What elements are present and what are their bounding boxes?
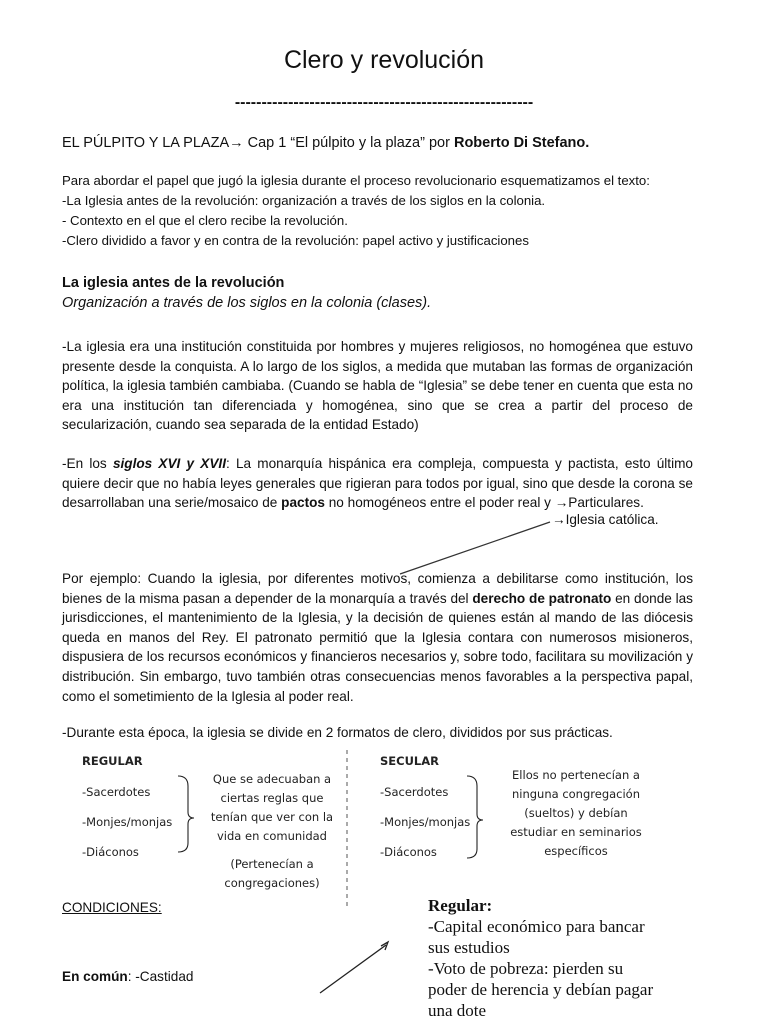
regular-note [198,855,346,893]
para2-text: no homogéneos entre el poder real y →Particulares. [324,495,644,511]
section-heading: La iglesia antes de la revolución [62,275,285,291]
arrow-line-note [400,522,550,574]
secular-desc-line: Ellos no pertenecían a [512,768,640,782]
regular-title: REGULAR [82,754,143,768]
regular-note-line: (Pertenecían a [230,857,314,871]
paragraph-3 [62,569,693,706]
secular-description [496,766,656,861]
regular-conditions-line: poder de herencia y debían pagar [428,980,654,999]
regular-item: -Sacerdotes [82,785,151,799]
secular-desc-line: específicos [544,844,608,858]
paragraph-1: -La iglesia era una institución constituida por hombres y mujeres religiosos, no homogénea que estuvo presente desde la conquista. A lo largo de los siglos, a medida que mutaban las formas de organización política, la iglesia también cambiaba. (Cuando se habla de “Iglesia” se debe tener en cuenta que esta no era una institución tan diferenciada y homogénea, sino que se crea a partir del proceso de secularización, cuando sea separada de la entidad Estado) [62,339,693,433]
secular-desc-line: (sueltos) y debían [524,806,628,820]
regular-item: -Diáconos [82,845,139,859]
regular-conditions [428,895,653,1021]
secular-desc-line: ninguna congregación [511,787,641,801]
intro-line: - Contexto en el que el clero recibe la revolución. [62,213,348,228]
regular-conditions-title: Regular: [428,896,493,915]
paragraph-4: -Durante esta época, la iglesia se divide en 2 formatos de clero, divididos por sus prácticas. [62,725,613,740]
intro-line: -La Iglesia antes de la revolución: organización a través de los siglos en la colonia. [62,193,546,208]
para2-text: -En los [62,456,113,471]
regular-conditions-line: una dote [428,1001,487,1020]
arrow-line-conditions [320,945,386,993]
regular-conditions-line: sus estudios [428,938,510,957]
secular-item: -Sacerdotes [380,785,449,799]
para2-centuries: siglos XVI y XVII [112,456,226,471]
note-iglesia-catolica: →Iglesia católica. [552,512,659,527]
regular-item: -Monjes/monjas [82,815,173,829]
conditions-label: CONDICIONES: [62,900,162,915]
regular-desc-line: ciertas reglas que [220,791,324,805]
regular-desc-line: vida en comunidad [216,829,327,843]
regular-description [198,770,346,846]
regular-desc-line: Que se adecuaban a [212,772,332,786]
regular-conditions-line: -Voto de pobreza: pierden su [428,959,624,978]
regular-conditions-line: -Capital económico para bancar [428,917,645,936]
page-title: Clero y revolución [283,46,485,74]
para2-pactos: pactos [281,495,325,511]
regular-desc-line: tenían que ver con la [210,810,334,824]
regular-note-line: congregaciones) [224,876,320,890]
para3-text: Por ejemplo: Cuando la iglesia, por diferentes motivos, comienza a debilitarse como institución, los bienes de la misma pasan a depender de la monarquía a través del [62,571,693,606]
common-value: : -Castidad [127,969,194,984]
subtitle-author: Roberto Di Stefano. [453,135,590,151]
para3-patronato: derecho de patronato [472,590,612,606]
para3-text: en donde las jurisdicciones, el mantenimiento de la Iglesia, y la decisión de quienes están al mando de las diócesis queda en manos del Rey. El patronato permitió que la Iglesia contara con numerosos misioneros, dispusiera de los recursos económicos y financieros necesarios y, sobre todo, facilitara su movilización y distribución. Sin embargo, tuvo también otras consecuencias menos favorables a la perspectiva papal, como el sometimiento de la Iglesia al poder real. [62,590,693,704]
common-conditions [62,969,193,984]
intro-line: Para abordar el papel que jugó la iglesia durante el proceso revolucionario esquematizamos el texto: [62,173,650,188]
para2-text: : La monarquía hispánica era compleja, compuesta y pactista, esto último quiere decir que no había leyes generales que rigieran para todos por igual, sino que desde la corona se desarrollaban una serie/mosaico de [62,456,693,511]
secular-item: -Monjes/monjas [380,815,471,829]
secular-title: SECULAR [380,754,439,768]
intro-line: -Clero dividido a favor y en contra de la revolución: papel activo y justificaciones [62,233,529,248]
regular-brace [178,776,194,852]
secular-item: -Diáconos [380,845,437,859]
subtitle-text: EL PÚLPITO Y LA PLAZA→ Cap 1 “El púlpito y la plaza” por [62,135,454,151]
section-subheading: Organización a través de los siglos en la colonia (clases). [62,295,432,311]
separator-line: -------------------------------------------------------- [234,94,534,111]
common-label: En común [62,969,128,984]
secular-desc-line: estudiar en seminarios [510,825,642,839]
